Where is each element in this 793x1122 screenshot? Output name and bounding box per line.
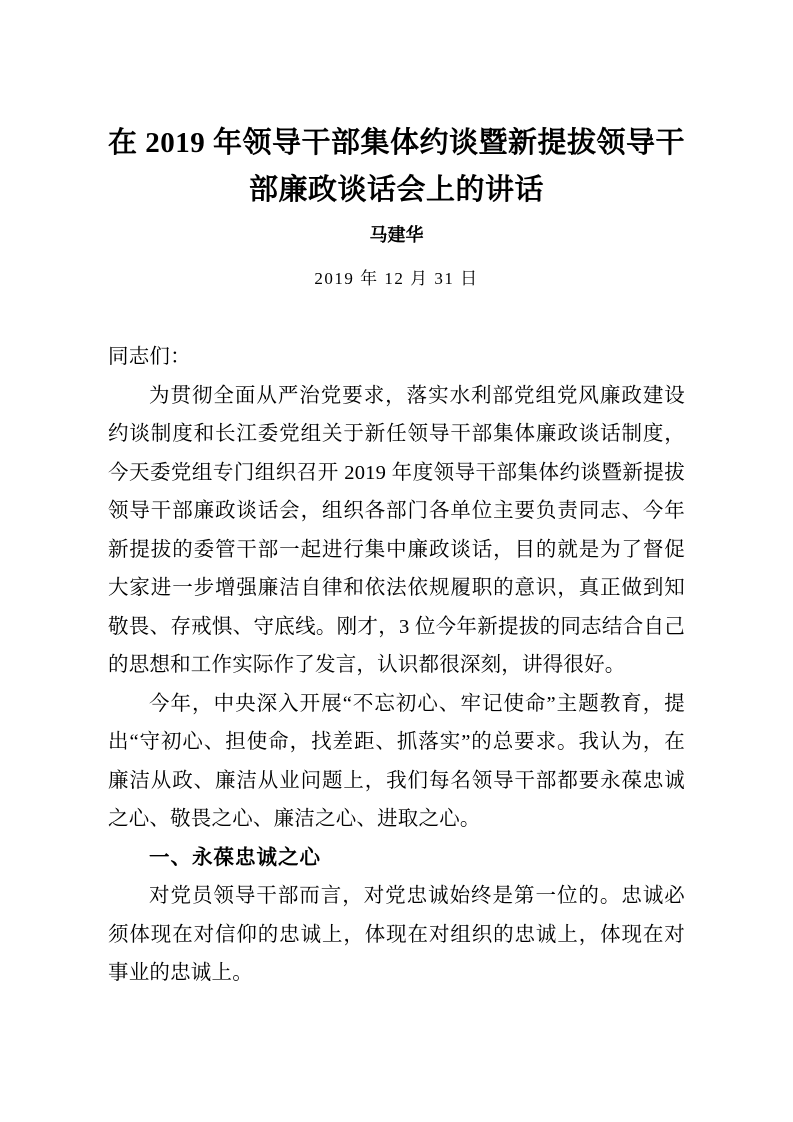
document-body: [108, 338, 685, 993]
salutation: 同志们：: [108, 346, 191, 368]
body-paragraph: 对党员领导干部而言，对党忠诚始终是第一位的。忠诚必须体现在对信仰的忠诚上，体现在对组织的忠诚上，体现在对事业的忠诚上。: [108, 885, 685, 984]
document-date: 2019 年 12 月 31 日: [314, 269, 479, 288]
section-heading: 一、永葆忠诚之心: [149, 846, 321, 869]
body-paragraph: 为贯彻全面从严治党要求，落实水利部党组党风廉政建设约谈制度和长江委党组关于新任领导干部集体廉政谈话制度，今天委党组专门组织召开 2019 年度领导干部集体约谈暨新提拔领导干部廉政谈话会，组织各部门各单位主要负责同志、今年新提拔的委管干部一起进行集中廉政谈话，目的就是为了督促大家进一步增强廉洁自律和依法依规履职的意识，真正做到知敬畏、存戒惧、守底线。刚才，3 位今年新提拔的同志结合自己的思想和工作实际作了发言，认识都很深刻，讲得很好。: [108, 384, 685, 676]
document-author: 马建华: [369, 225, 424, 245]
body-paragraph: 今年，中央深入开展“不忘初心、牢记使命”主题教育，提出“守初心、担使命，找差距、抓落实”的总要求。我认为，在廉洁从政、廉洁从业问题上，我们每名领导干部都要永葆忠诚之心、敬畏之心、廉洁之心、进取之心。: [108, 692, 685, 830]
page-title: 在 2019 年领导干部集体约谈暨新提拔领导干部廉政谈话会上的讲话: [108, 127, 686, 206]
